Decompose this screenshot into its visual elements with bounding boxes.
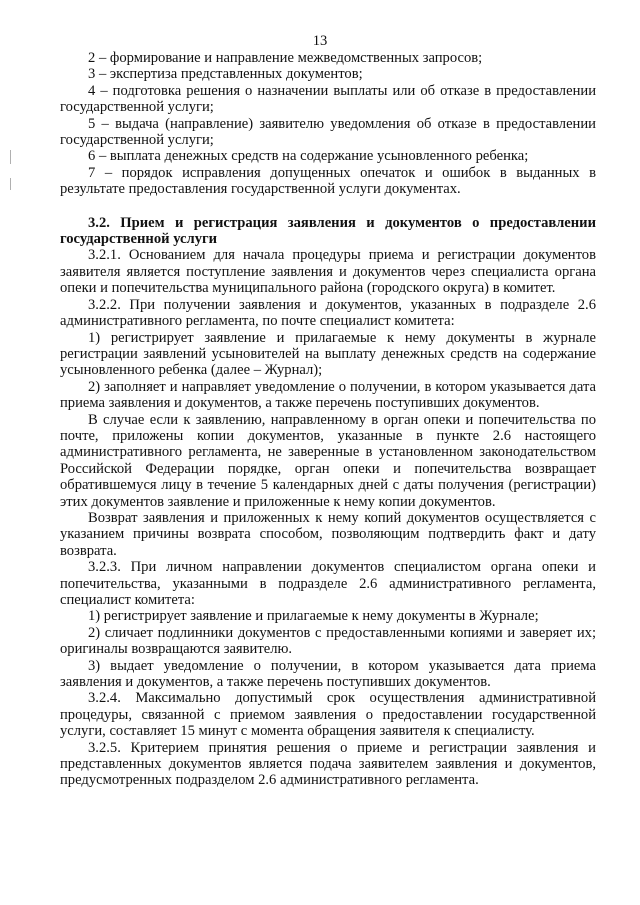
section-heading: 3.2. Прием и регистрация заявления и документов о предоставлении государственной услуги xyxy=(60,214,596,248)
paragraph: 3.2.4. Максимально допустимый срок осуществления административной процедуры, связанной с приемом заявления о предоставлении государственной услуги, составляет 15 минут с момента обращения заявителя к специалисту. xyxy=(60,690,596,740)
margin-mark-middle xyxy=(10,178,11,190)
list-item: 2 – формирование и направление межведомственных запросов; xyxy=(88,50,483,66)
paragraph: 3.2.5. Критерием принятия решения о приеме и регистрации заявления и представленных документов является подача заявителем заявления и документов, предусмотренных подразделом 2.6 административного регламента. xyxy=(60,739,596,789)
paragraph: 3.2.1. Основанием для начала процедуры приема и регистрации документов заявителя является поступление заявления и документов через специалиста органа опеки и попечительства муниципального района (городского округа) в комитет. xyxy=(60,247,596,297)
paragraph: 2) заполняет и направляет уведомление о получении, в котором указывается дата приема заявления и документов, а также перечень поступивших документов. xyxy=(60,378,596,412)
page-number: 13 xyxy=(312,33,328,49)
list-item: 4 – подготовка решения о назначении выплаты или об отказе в предоставлении государственной услуги; xyxy=(60,82,596,116)
paragraph: 1) регистрирует заявление и прилагаемые к нему документы в журнале регистрации заявлений усыновителей на выплату денежных средств на содержание усыновленного ребенка (далее – Журнал); xyxy=(60,329,596,379)
document-body xyxy=(60,50,596,789)
paragraph: 3.2.2. При получении заявления и документов, указанных в подразделе 2.6 административного регламента, по почте специалист комитета: xyxy=(60,296,596,330)
paragraph: 3.2.3. При личном направлении документов специалистом органа опеки и попечительства, указанными в подразделе 2.6 административного регламента, специалист комитета: xyxy=(60,559,596,608)
list-item: 3 – экспертиза представленных документов; xyxy=(88,66,363,83)
list-item: 6 – выплата денежных средств на содержание усыновленного ребенка; xyxy=(88,148,529,165)
paragraph: 3) выдает уведомление о получении, в котором указывается дата приема заявления и документов, а также перечень поступивших документов. xyxy=(60,657,596,691)
margin-mark-top xyxy=(10,150,11,164)
paragraph: В случае если к заявлению, направленному в орган опеки и попечительства по почте, приложены копии документов, указанные в пункте 2.6 настоящего административного регламента, не заверенные в установленном законодательством Российской Федерации порядке, орган опеки и попечительства возвращает обратившемуся лицу в течение 5 календарных дней с даты получения (регистрации) этих документов заявление и приложенные к нему копии документов. xyxy=(60,411,596,510)
paragraph: 1) регистрирует заявление и прилагаемые к нему документы в Журнале; xyxy=(88,608,539,625)
list-item: 5 – выдача (направление) заявителю уведомления об отказе в предоставлении государственной услуги; xyxy=(60,115,596,149)
paragraph: Возврат заявления и приложенных к нему копий документов осуществляется с указанием причины возврата способом, позволяющим подтвердить факт и дату возврата. xyxy=(60,509,596,559)
paragraph: 2) сличает подлинники документов с предоставленными копиями и заверяет их; оригиналы возвращаются заявителю. xyxy=(60,624,596,658)
list-item: 7 – порядок исправления допущенных опечаток и ошибок в выданных в результате предоставления государственной услуги документах. xyxy=(60,164,596,198)
